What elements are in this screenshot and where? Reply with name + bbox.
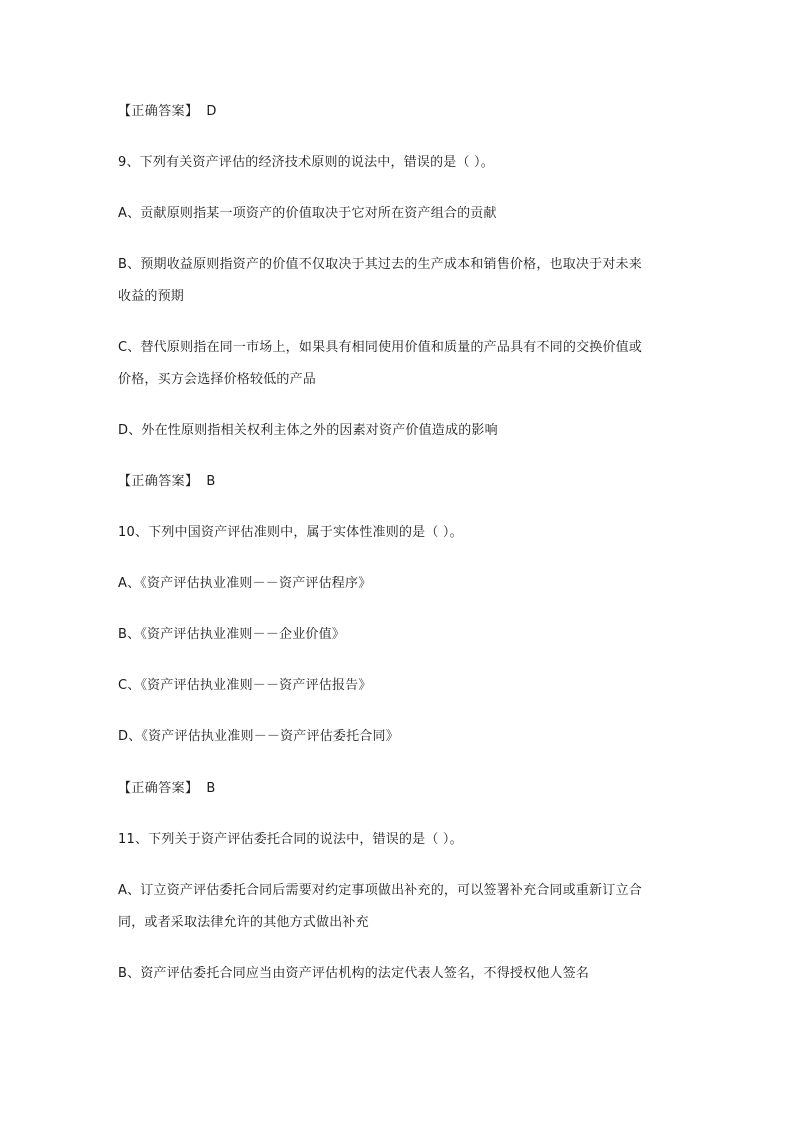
q10-option-b: B、《资产评估执业准则－－企业价值》 bbox=[118, 627, 346, 642]
q9-option-b-line1: B、预期收益原则指资产的价值不仅取决于其过去的生产成本和销售价格，也取决于对未来 bbox=[118, 257, 642, 272]
answer-value: B bbox=[206, 474, 216, 489]
q9-answer bbox=[118, 473, 216, 491]
q10-question: 10、下列中国资产评估准则中，属于实体性准则的是（ ）。 bbox=[118, 525, 463, 540]
q10-answer bbox=[118, 780, 216, 798]
q11-question: 11、下列关于资产评估委托合同的说法中，错误的是（ ）。 bbox=[118, 832, 463, 847]
answer-label: 【正确答案】 bbox=[118, 474, 199, 489]
q10-option-c: C、《资产评估执业准则－－资产评估报告》 bbox=[118, 678, 372, 693]
q9-option-d: D、外在性原则指相关权利主体之外的因素对资产价值造成的影响 bbox=[118, 423, 498, 438]
q9-question: 9、下列有关资产评估的经济技术原则的说法中，错误的是（ ）。 bbox=[118, 155, 494, 170]
q10-option-a: A、《资产评估执业准则－－资产评估程序》 bbox=[118, 576, 372, 591]
answer-label: 【正确答案】 bbox=[118, 781, 199, 796]
answer-value: B bbox=[206, 781, 216, 796]
answer-label: 【正确答案】 bbox=[118, 104, 199, 119]
q11-option-a-line2: 同，或者采取法律允许的其他方式做出补充 bbox=[118, 915, 369, 930]
q9-option-a: A、贡献原则指某一项资产的价值取决于它对所在资产组合的贡献 bbox=[118, 206, 497, 221]
q9-option-c-line2: 价格，买方会选择价格较低的产品 bbox=[118, 372, 317, 387]
answer-value: D bbox=[206, 104, 217, 119]
q9-option-b-line2: 收益的预期 bbox=[118, 289, 185, 304]
q8-answer bbox=[118, 103, 217, 121]
q10-option-d: D、《资产评估执业准则－－资产评估委托合同》 bbox=[118, 729, 399, 744]
q11-option-a-line1: A、订立资产评估委托合同后需要对约定事项做出补充的，可以签署补充合同或重新订立合 bbox=[118, 883, 642, 898]
q9-option-c-line1: C、替代原则指在同一市场上，如果具有相同使用价值和质量的产品具有不同的交换价值或 bbox=[118, 340, 643, 355]
q11-option-b: B、资产评估委托合同应当由资产评估机构的法定代表人签名，不得授权他人签名 bbox=[118, 966, 590, 981]
